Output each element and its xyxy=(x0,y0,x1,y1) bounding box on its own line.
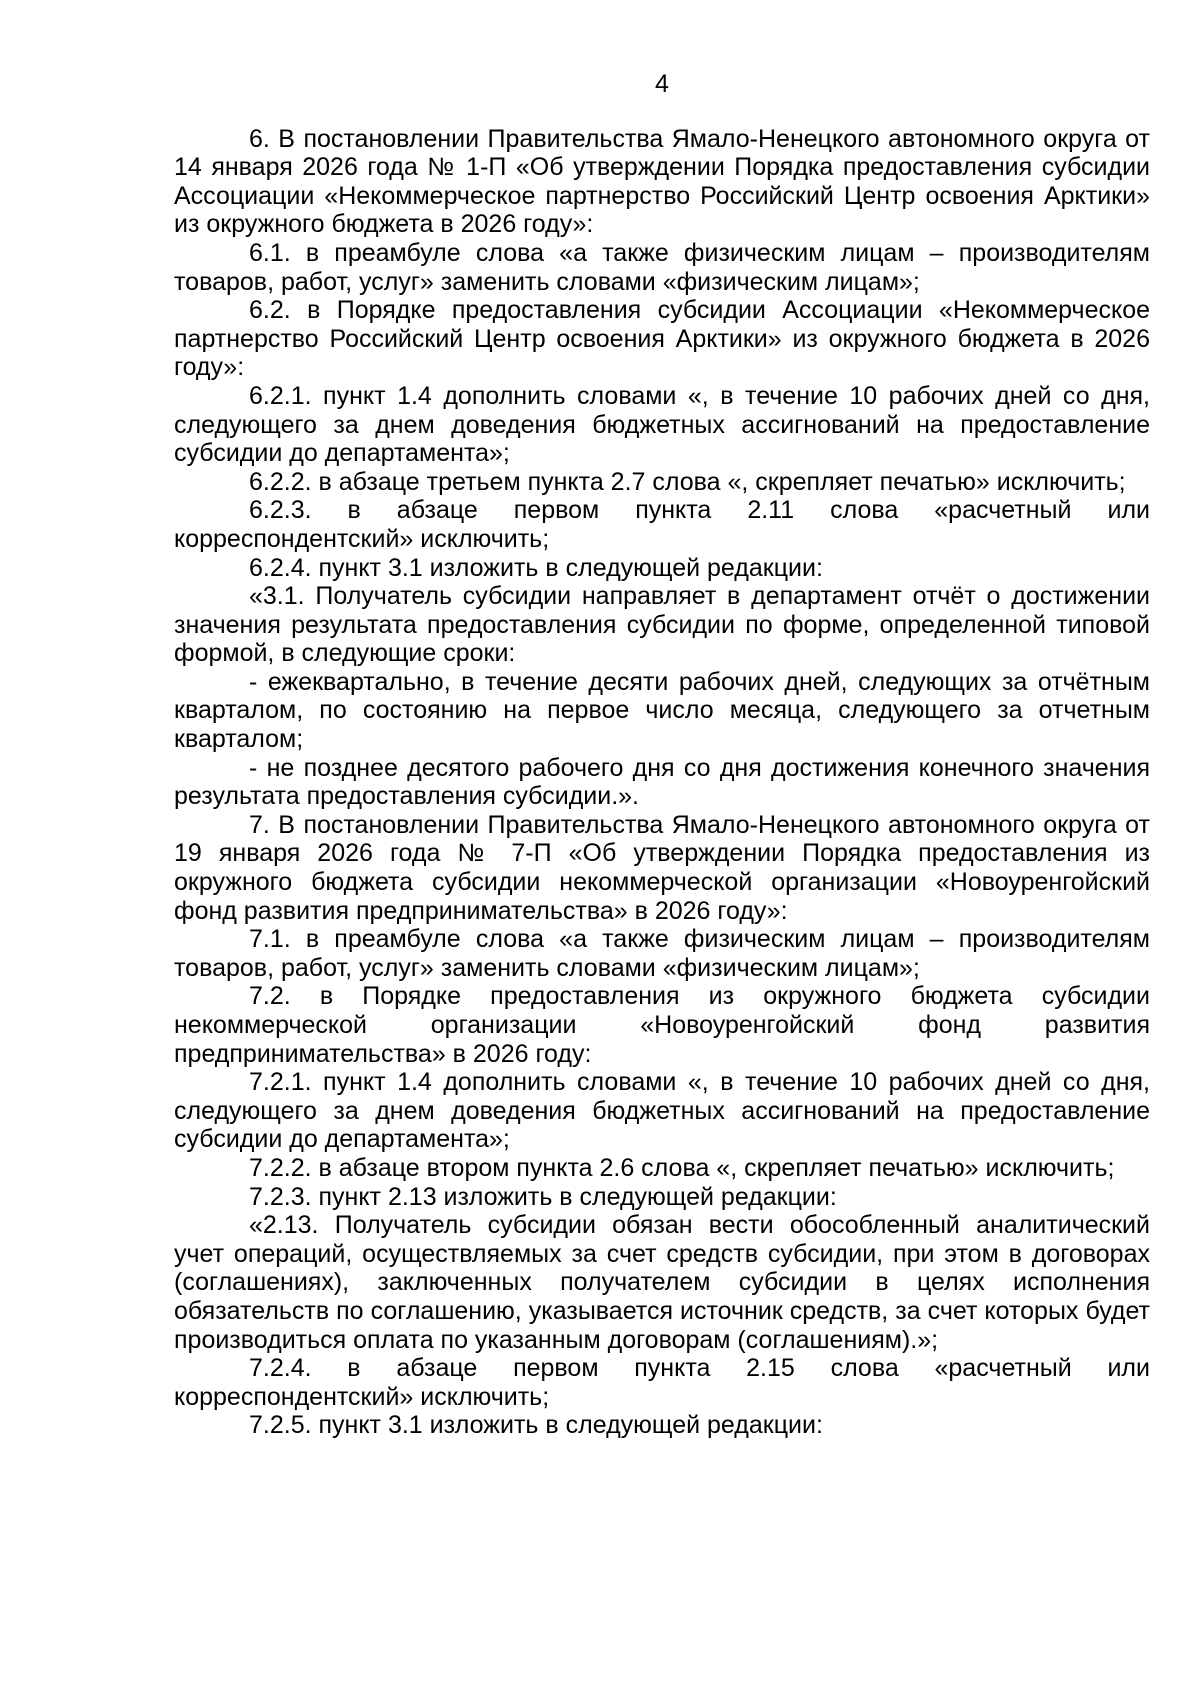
paragraph-6-2-4: 6.2.4. пункт 3.1 изложить в следующей редакции: xyxy=(249,553,823,582)
paragraph-6-2-3: 6.2.3. в абзаце первом пункта 2.11 слова «расчетный или корреспондентский» исключить; xyxy=(174,496,1157,553)
paragraph-7-2: 7.2. в Порядке предоставления из окружного бюджета субсидии некоммерческой организации «Новоуренгойский фонд развития предпринимательства» в 2026 году: xyxy=(174,982,1157,1068)
dash-item-final: - не позднее десятого рабочего дня со дня достижения конечного значения результата предоставления субсидии.». xyxy=(174,753,1157,811)
dash-item-quarterly: - ежеквартально, в течение десяти рабочих дней, следующих за отчётным кварталом, по состоянию на первое число месяца, следующего за отчетным кварталом; xyxy=(174,667,1157,754)
quoted-item-2-13: «2.13. Получатель субсидии обязан вести обособленный аналитический учет операций, осуществляемых за счет средств субсидии, при этом в договорах (соглашениях), заключенных получателем субсидии в целях исполнения обязательств по соглашению, указывается источник средств, за счет которых будет производиться оплата по указанным договорам (соглашениям).»; xyxy=(174,1211,1157,1354)
paragraph-7: 7. В постановлении Правительства Ямало-Ненецкого автономного округа от 19 января 2026 года № 7-П «Об утверждении Порядка предоставления из окружного бюджета субсидии некоммерческой организации «Новоуренгойский фонд развития предпринимательства» в 2026 году»: xyxy=(174,810,1157,925)
paragraph-7-2-3: 7.2.3. пункт 2.13 изложить в следующей редакции: xyxy=(249,1182,837,1211)
page-number: 4 xyxy=(655,70,669,98)
document-page xyxy=(174,70,1157,1440)
paragraph-7-2-5: 7.2.5. пункт 3.1 изложить в следующей редакции: xyxy=(249,1411,823,1440)
paragraph-7-2-1: 7.2.1. пункт 1.4 дополнить словами «, в течение 10 рабочих дней со дня, следующего за днем доведения бюджетных ассигнований на предоставление субсидии до департамента»; xyxy=(174,1068,1157,1154)
paragraph-7-1: 7.1. в преамбуле слова «а также физическим лицам – производителям товаров, работ, услуг» заменить словами «физическим лицам»; xyxy=(174,925,1157,982)
paragraph-6-2: 6.2. в Порядке предоставления субсидии Ассоциации «Некоммерческое партнерство Российский Центр освоения Арктики» из окружного бюджета в 2026 году»: xyxy=(174,296,1157,382)
paragraph-6-2-1: 6.2.1. пункт 1.4 дополнить словами «, в течение 10 рабочих дней со дня, следующего за днем доведения бюджетных ассигнований на предоставление субсидии до департамента»; xyxy=(174,381,1157,468)
quoted-item-3-1: «3.1. Получатель субсидии направляет в департамент отчёт о достижении значения результата предоставления субсидии по форме, определенной типовой формой, в следующие сроки: xyxy=(174,582,1157,668)
paragraph-6-1: 6.1. в преамбуле слова «а также физическим лицам – производителям товаров, работ, услуг» заменить словами «физическим лицам»; xyxy=(174,238,1157,296)
paragraph-7-2-4: 7.2.4. в абзаце первом пункта 2.15 слова «расчетный или корреспондентский» исключить; xyxy=(174,1354,1157,1411)
paragraph-6: 6. В постановлении Правительства Ямало-Ненецкого автономного округа от 14 января 2026 года № 1-П «Об утверждении Порядка предоставления субсидии Ассоциации «Некоммерческое партнерство Российский Центр освоения Арктики» из окружного бюджета в 2026 году»: xyxy=(174,124,1157,239)
paragraph-6-2-2: 6.2.2. в абзаце третьем пункта 2.7 слова «, скрепляет печатью» исключить; xyxy=(249,467,1126,496)
paragraph-7-2-2: 7.2.2. в абзаце втором пункта 2.6 слова «, скрепляет печатью» исключить; xyxy=(249,1153,1115,1182)
